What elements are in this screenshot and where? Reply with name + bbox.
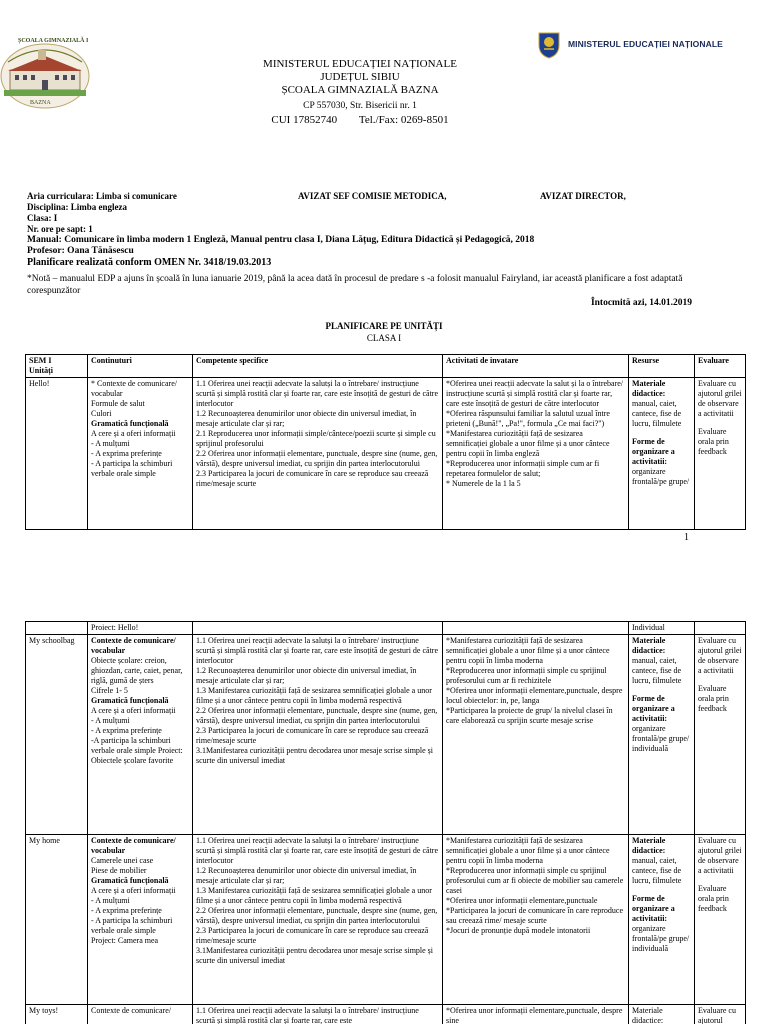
profesor-line: Profesor: Oana Tănăsescu <box>27 246 134 256</box>
activitati-cell: *Manifestarea curiozității față de sesizarea semnificației globale a unor filme și a unor cântece pentru copii în limba moderna *Reproducerea unor informații simple cu sprijinul profesorului cum ar fi rechizitele *Oferirea unor informații elementare,punctuale, despre locul obiectelor: in, pe, langa *Participarea la proiecte de grup/ la nivelul clasei în care elaborează cu sprijin scurte mesaje scrise <box>443 635 629 835</box>
school-logo-sub: BAZNA <box>30 100 51 106</box>
continuturi-cell: Contexte de comunicare/ vocabular Camerele unei case Piese de mobilier Gramatică funcțională A cere și a oferi informații - A mulțumi - A exprima preferințe - A participa la schimburi verbale orale simple Project: Camera mea <box>88 835 193 1005</box>
county-heading: JUDEȚUL SIBIU <box>320 71 400 83</box>
nr-ore: Nr. ore pe sapt: 1 <box>27 224 93 234</box>
unit-cell: My toys! <box>26 1005 88 1024</box>
address-line: CP 557030, Str. Bisericii nr. 1 <box>303 101 417 111</box>
manual-block <box>27 235 534 268</box>
continuturi-cell: * Contexte de comunicare/ vocabular Formule de salut Culori Gramatică funcțională A cere și a oferi informații - A mulțumi - A exprima preferințe - A participa la schimburi verbale orale simple <box>88 378 193 530</box>
table-row <box>26 635 746 835</box>
evaluare-cell: Evaluare cu ajutorul <box>695 1005 746 1024</box>
competente-cell: 1.1 Oferirea unei reacții adecvate la salutși la o întrebare/ instrucțiune scurtă și simplă rostită clar și foarte rar, care este <box>193 1005 443 1024</box>
unit-cell: My schoolbag <box>26 635 88 835</box>
continuturi-cell: Contexte de comunicare/ <box>88 1005 193 1024</box>
evaluare-cell: Evaluare cu ajutorul grilei de observare a activitatii Evaluare orala prin feedback <box>695 835 746 1005</box>
evaluare-cell: Evaluare cu ajutorul grilei de observare a activitatii Evaluare orala prin feedback <box>695 378 746 530</box>
manual-text: Comunicare în limba modern 1 Engleză, Manual pentru clasa I, Diana Lățug, Editura Didactică și Pedagogică, 2018 <box>64 235 535 245</box>
activitati-cell: *Manifestarea curiozității față de sesizarea semnificației globale a unor filme și a unor cântece pentru copii în limba moderna *Reproducerea unor informații simple cu sprijinul profesorului cum ar fi obiecte de mobilier sau camerele casei *Oferirea unor informații elementare,punctuale *Participarea la jocuri de comunicare în care reproduce sau creează rime/ mesaje scurte *Jocuri de pronunție după modele intonatorii <box>443 835 629 1005</box>
planificare-line: Planificare realizată conform OMEN Nr. 3418/19.03.2013 <box>27 257 272 268</box>
header-continuturi: Continuturi <box>88 355 193 378</box>
resurse-cell: Materiale didactice: manual, caiet, cantece, fise de lucru, filmulete Forme de organizare a activitatii: organizare frontală/pe grupe/ <box>629 378 695 530</box>
resurse-cell: Materiale didactice: manual, caiet, cantece, fise de lucru, filmulete Forme de organizare a activitatii: organizare frontală/pe grupe/ individuală <box>629 635 695 835</box>
unit-cell: Hello! <box>26 378 88 530</box>
intocmita-date: Întocmită azi, 14.01.2019 <box>590 298 692 308</box>
resurse-cell: Individual <box>629 622 695 635</box>
coat-of-arms-icon <box>536 29 562 59</box>
note-text: *Notă – manualul EDP a ajuns în școală în luna ianuarie 2019, până la acea dată în procesul de predare s -a folosit manualul Fairyland, iar această planificare a fost adaptată corespunzător <box>27 274 683 296</box>
table-row <box>26 378 746 530</box>
aria-curriculara: Aria curriculara: Limba si comunicare <box>27 191 177 201</box>
evaluare-cell: Evaluare cu ajutorul grilei de observare a activitatii Evaluare orala prin feedback <box>695 635 746 835</box>
ministry-logo <box>536 28 766 60</box>
clasa: Clasa: I <box>27 213 58 223</box>
ministry-logo-text: MINISTERUL EDUCAȚIEI NAȚIONALE <box>568 39 723 49</box>
continuturi-cell: Contexte de comunicare/ vocabular Obiecte școlare: creion, ghiozdan, carte, caiet, penar, riglă, gumă de șters Cifrele 1- 5 Gramatică funcțională A cere și a oferi informații - A mulțumi - A exprima preferințe -A participa la schimburi verbale orale simple Proiect: Obiectele școlare favorite <box>88 635 193 835</box>
avizat-sef: AVIZAT SEF COMISIE METODICA, <box>298 191 447 201</box>
planning-table-page-2 <box>25 621 746 1024</box>
activitati-cell: *Oferirea unei reacții adecvate la salut și la o întrebare/ instrucțiune scurtă și simplă rostită clar și foarte rar, care este însoțită de gesturi de către interlocutor *Oferirea răspunsului familiar la salutul uzual între prieteni („Bună!", „Pa!", formula „Ce mai faci?") *Manifestarea curiozității față de sesizarea semnificației globale a unor filme și a unor cântece pentru copii în limba engleză *Reproducerea unor informații simple cum ar fi repetarea formulelor de salut; * Numerele de la 1 la 5 <box>443 378 629 530</box>
avizat-director: AVIZAT DIRECTOR, <box>540 191 626 201</box>
header-evaluare: Evaluare <box>695 355 746 378</box>
header-activitati: Activitati de invatare <box>443 355 629 378</box>
disciplina: Disciplina: Limba engleza <box>27 202 128 212</box>
planning-table-page-1 <box>25 354 746 530</box>
header-resurse: Resurse <box>629 355 695 378</box>
ministry-heading: MINISTERUL EDUCAȚIEI NAȚIONALE <box>263 58 457 70</box>
table-row <box>26 1005 746 1024</box>
competente-cell: 1.1 Oferirea unei reacții adecvate la salutși la o întrebare/ instrucțiune scurtă și simplă rostită clar și foarte rar, care este însoțită de gesturi de către interlocutor 1.2 Recunoașterea denumirilor unor obiecte din universul imediat, în mesaje articulate clar și rar; 1.3 Manifestarea curiozității față de sesizarea semnificației globale a unor filme și a unor cântece pentru copii în limba modernă respectivă 2.2 Oferirea unor informații elementare, punctuale, despre sine (nume, gen, vârstă), despre universul imediat, cu sprijin din partea interlocutorului 2.3 Participarea la jocuri de comunicare în care se reproduce sau creează rime/mesaje scurte 3.1Manifestarea curiozității pentru decodarea unor mesaje scrise simple și scurte din universul imediat <box>193 635 443 835</box>
header-sem: SEM I Unități <box>26 355 88 378</box>
header-competente: Competente specifice <box>193 355 443 378</box>
proiect-cell: Proiect: Hello! <box>88 622 193 635</box>
table-row <box>26 835 746 1005</box>
resurse-cell: Materiale didactice: <box>629 1005 695 1024</box>
contact-line: CUI 17852740 Tel./Fax: 0269-8501 <box>271 114 449 126</box>
competente-cell: 1.1 Oferirea unei reacții adecvate la salutși la o întrebare/ instrucțiune scurtă și simplă rostită clar și foarte rar, care este însoțită de gesturi de către interlocutor 1.2 Recunoașterea denumirilor unor obiecte din universul imediat, în mesaje articulate clar și rar; 1.3 Manifestarea curiozității față de sesizarea semnificației globale a unor filme și a unor cântece pentru copii în limba modernă respectivă 2.2 Oferirea unor informații elementare, punctuale, despre sine (nume, gen, vârstă), despre universul imediat, cu sprijin din partea interlocutorului 2.3 Participarea la jocuri de comunicare în care se reproduce sau creează rime/mesaje scurte 3.1Manifestarea curiozității pentru decodarea unor mesaje scrise simple și scurte din universul imediat <box>193 835 443 1005</box>
manual-label: Manual: <box>27 235 62 245</box>
plan-subtitle: CLASA I <box>366 333 402 343</box>
table-row <box>26 622 746 635</box>
page-number: 1 <box>684 532 689 543</box>
table-header-row <box>26 355 746 378</box>
plan-title: PLANIFICARE PE UNITĂȚI <box>325 321 443 331</box>
document-page-2 <box>0 590 768 1024</box>
resurse-cell: Materiale didactice: manual, caiet, cantece, fise de lucru, filmulete Forme de organizare a activitatii: organizare frontală/pe grupe/ individuală <box>629 835 695 1005</box>
activitati-cell: *Oferirea unor informații elementare,punctuale, despre sine <box>443 1005 629 1024</box>
school-heading: ȘCOALA GIMNAZIALĂ BAZNA <box>281 84 439 96</box>
competente-cell: 1.1 Oferirea unei reacții adecvate la salutși la o întrebare/ instrucțiune scurtă și simplă rostită clar și foarte rar, care este însoțită de gesturi de către interlocutor 1.2 Recunoașterea denumirilor unor obiecte din universul imediat, în mesaje articulate clar și rar; 2.1 Reproducerea unor informații simple/cântece/poezii scurte și simple cu sprijinul profesorului 2.2 Oferirea unor informații elementare, punctuale, despre sine (nume, gen, vârstă), despre universul imediat, cu sprijin din partea interlocutorului 2.3 Participarea la jocuri de comunicare în care se reproduce sau creează rime/mesaje scurte <box>193 378 443 530</box>
page-gap <box>0 560 768 590</box>
unit-cell: My home <box>26 835 88 1005</box>
school-logo-text: ȘCOALA GIMNAZIALĂ I <box>18 38 89 44</box>
school-logo <box>0 38 90 110</box>
